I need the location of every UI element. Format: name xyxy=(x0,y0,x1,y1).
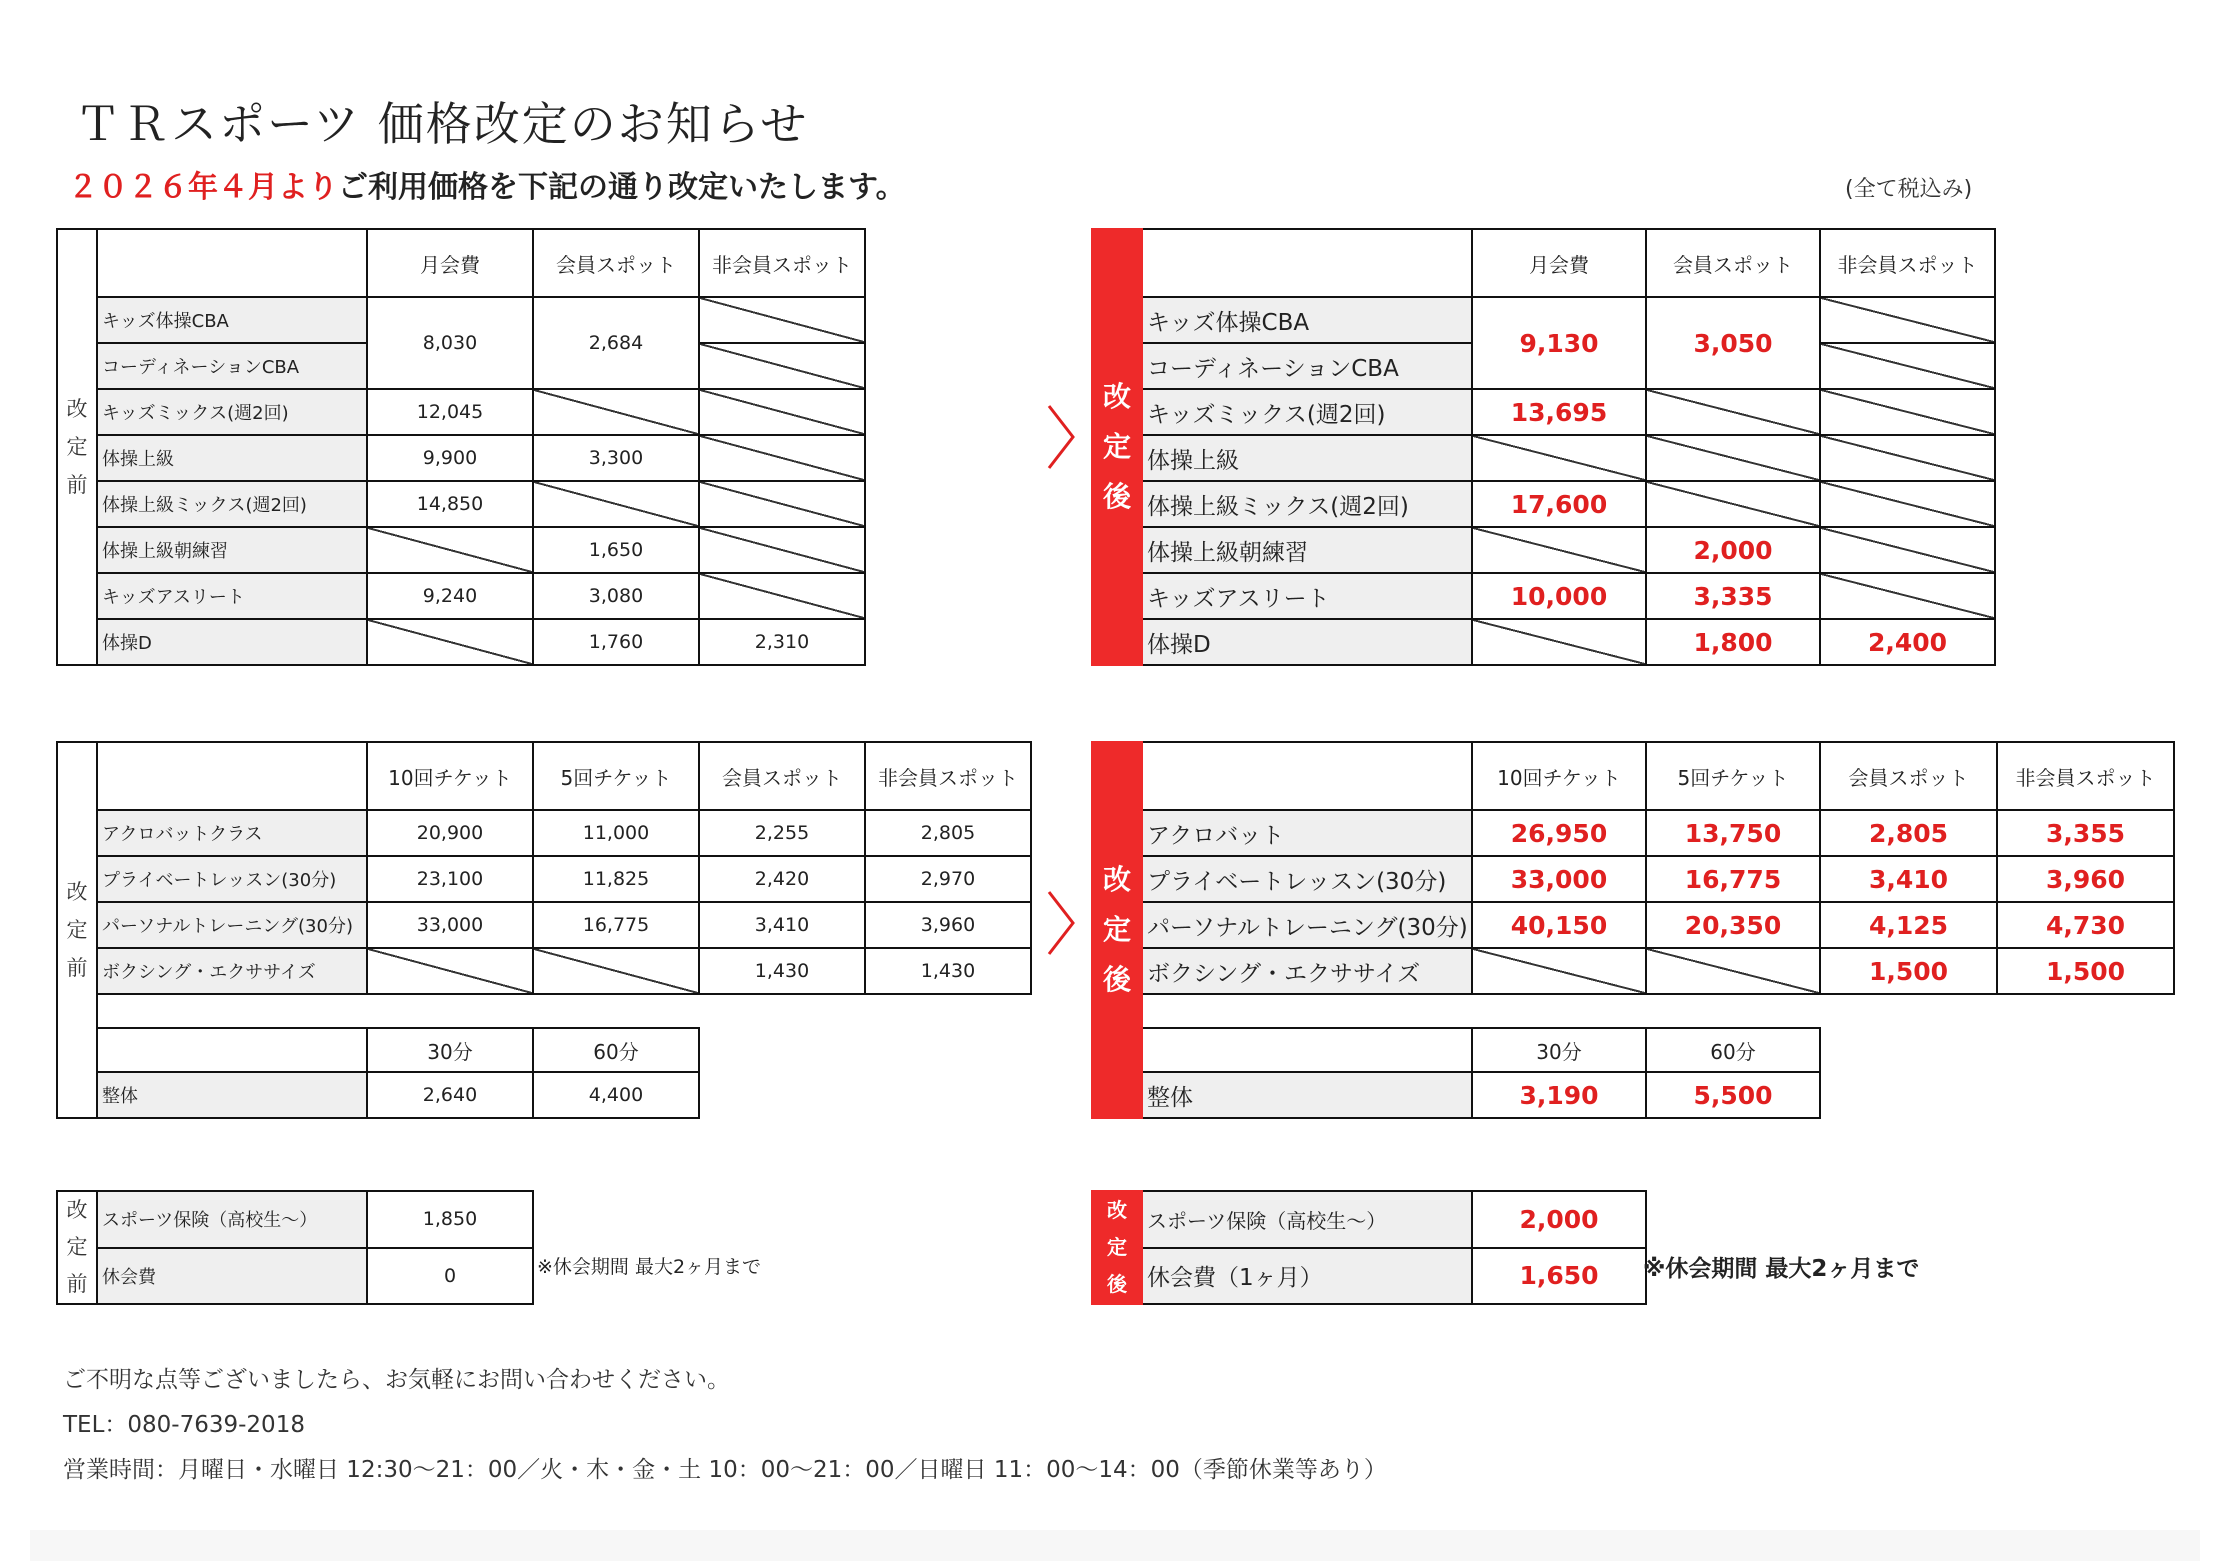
table-misc-after xyxy=(1091,1190,1647,1305)
header-5-ticket: 5回チケット xyxy=(533,742,699,810)
before-side-label: 改 定 前 xyxy=(57,742,97,1118)
cell-value: 1,800 xyxy=(1646,619,1820,665)
row-label: 体操上級朝練習 xyxy=(1142,527,1472,573)
cell-value: 2,400 xyxy=(1820,619,1995,665)
cell-value: 2,805 xyxy=(1820,810,1997,856)
table-misc-before xyxy=(56,1190,534,1305)
cell-value: 0 xyxy=(367,1248,533,1305)
row-label: 体操上級ミックス(週2回) xyxy=(1142,481,1472,527)
table-gym-before xyxy=(56,228,866,666)
leave-period-note: ※休会期間 最大2ヶ月まで xyxy=(1643,1256,1920,1282)
cell-na xyxy=(367,527,533,573)
cell-value: 1,430 xyxy=(699,948,865,994)
cell-na xyxy=(699,297,865,343)
cell-na xyxy=(1820,527,1995,573)
footer-bar xyxy=(30,1530,2200,1561)
row-label: スポーツ保険（高校生〜） xyxy=(1142,1191,1472,1248)
cell-value: 1,650 xyxy=(533,527,699,573)
cell-na xyxy=(699,573,865,619)
effective-date: ２０２６年４月より xyxy=(68,170,338,205)
row-label: 体操D xyxy=(97,619,367,665)
cell-value: 2,310 xyxy=(699,619,865,665)
row-label: アクロバットクラス xyxy=(97,810,367,856)
header-nonmember-spot: 非会員スポット xyxy=(699,229,865,297)
header-10-ticket: 10回チケット xyxy=(367,742,533,810)
before-side-label: 改 定 前 xyxy=(57,1191,97,1304)
header-nonmember-spot: 非会員スポット xyxy=(865,742,1031,810)
row-label: コーディネーションCBA xyxy=(97,343,367,389)
cell-na xyxy=(1646,389,1820,435)
header-nonmember-spot: 非会員スポット xyxy=(1820,229,1995,297)
cell-value: 17,600 xyxy=(1472,481,1646,527)
table-lessons-before xyxy=(56,741,1032,1119)
cell-na xyxy=(1820,297,1995,343)
header-member-spot: 会員スポット xyxy=(533,229,699,297)
cell-value: 13,750 xyxy=(1646,810,1820,856)
cell-na xyxy=(699,343,865,389)
row-label: キッズ体操CBA xyxy=(97,297,367,343)
cell-na xyxy=(367,948,533,994)
cell-value: 1,760 xyxy=(533,619,699,665)
row-label: 整体 xyxy=(97,1072,367,1118)
cell-na xyxy=(1646,481,1820,527)
row-label: 休会費 xyxy=(97,1248,367,1305)
tax-note: (全て税込み) xyxy=(1845,177,1973,202)
row-label: キッズミックス(週2回) xyxy=(1142,389,1472,435)
row-label: 整体 xyxy=(1142,1072,1472,1118)
row-label: キッズ体操CBA xyxy=(1142,297,1472,343)
subtitle-text: ご利用価格を下記の通り改定いたします。 xyxy=(338,170,906,205)
cell-na xyxy=(699,435,865,481)
row-label: スポーツ保険（高校生〜） xyxy=(97,1191,367,1248)
cell-value: 1,430 xyxy=(865,948,1031,994)
row-label: 体操上級ミックス(週2回) xyxy=(97,481,367,527)
header-60min: 60分 xyxy=(1646,1028,1820,1072)
cell-value: 2,420 xyxy=(699,856,865,902)
header-10-ticket: 10回チケット xyxy=(1472,742,1646,810)
cell-na xyxy=(533,948,699,994)
row-label: キッズアスリート xyxy=(97,573,367,619)
inquiry-text: ご不明な点等ございましたら、お気軽にお問い合わせください。 xyxy=(63,1367,730,1393)
cell-value: 11,825 xyxy=(533,856,699,902)
announcement-subtitle xyxy=(68,162,906,206)
cell-value: 12,045 xyxy=(367,389,533,435)
cell-na xyxy=(699,527,865,573)
header-member-spot: 会員スポット xyxy=(699,742,865,810)
cell-value: 4,730 xyxy=(1997,902,2174,948)
row-label: 休会費（1ヶ月） xyxy=(1142,1248,1472,1305)
row-label: コーディネーションCBA xyxy=(1142,343,1472,389)
page-title: ＴＲスポーツ 価格改定のお知らせ xyxy=(75,97,809,151)
cell-value: 33,000 xyxy=(367,902,533,948)
cell-value: 2,255 xyxy=(699,810,865,856)
cell-na xyxy=(1472,948,1646,994)
cell-na xyxy=(1472,619,1646,665)
row-label: ボクシング・エクササイズ xyxy=(97,948,367,994)
cell-value: 16,775 xyxy=(1646,856,1820,902)
row-label: キッズミックス(週2回) xyxy=(97,389,367,435)
row-label: 体操上級 xyxy=(97,435,367,481)
cell-value: 8,030 xyxy=(367,297,533,389)
row-label: 体操上級朝練習 xyxy=(97,527,367,573)
cell-value: 14,850 xyxy=(367,481,533,527)
cell-na xyxy=(533,389,699,435)
cell-na xyxy=(1820,343,1995,389)
header-30min: 30分 xyxy=(1472,1028,1646,1072)
header-member-spot: 会員スポット xyxy=(1820,742,1997,810)
row-label: ボクシング・エクササイズ xyxy=(1142,948,1472,994)
table-gym-after xyxy=(1091,228,1996,666)
cell-na xyxy=(1820,573,1995,619)
header-5-ticket: 5回チケット xyxy=(1646,742,1820,810)
cell-na xyxy=(699,389,865,435)
cell-value: 26,950 xyxy=(1472,810,1646,856)
cell-value: 40,150 xyxy=(1472,902,1646,948)
row-label: パーソナルトレーニング(30分) xyxy=(1142,902,1472,948)
cell-value: 2,970 xyxy=(865,856,1031,902)
cell-value: 10,000 xyxy=(1472,573,1646,619)
table-lessons-after xyxy=(1091,741,2175,1119)
header-member-spot: 会員スポット xyxy=(1646,229,1820,297)
cell-na xyxy=(1646,948,1820,994)
header-monthly: 月会費 xyxy=(1472,229,1646,297)
row-label: パーソナルトレーニング(30分) xyxy=(97,902,367,948)
leave-period-note: ※休会期間 最大2ヶ月まで xyxy=(537,1256,762,1278)
cell-value: 3,300 xyxy=(533,435,699,481)
row-label: キッズアスリート xyxy=(1142,573,1472,619)
cell-value: 23,100 xyxy=(367,856,533,902)
chevron-right-icon xyxy=(1043,402,1079,472)
cell-na xyxy=(367,619,533,665)
cell-value: 2,000 xyxy=(1646,527,1820,573)
cell-na xyxy=(1646,435,1820,481)
cell-value: 33,000 xyxy=(1472,856,1646,902)
cell-na xyxy=(1820,435,1995,481)
cell-value: 4,400 xyxy=(533,1072,699,1118)
cell-value: 3,080 xyxy=(533,573,699,619)
cell-value: 1,850 xyxy=(367,1191,533,1248)
cell-value: 20,900 xyxy=(367,810,533,856)
cell-na xyxy=(533,481,699,527)
cell-value: 3,050 xyxy=(1646,297,1820,389)
row-label: 体操D xyxy=(1142,619,1472,665)
row-label: アクロバット xyxy=(1142,810,1472,856)
cell-value: 3,410 xyxy=(1820,856,1997,902)
cell-value: 4,125 xyxy=(1820,902,1997,948)
cell-value: 2,805 xyxy=(865,810,1031,856)
cell-value: 9,130 xyxy=(1472,297,1646,389)
cell-value: 1,650 xyxy=(1472,1248,1646,1305)
cell-na xyxy=(1472,527,1646,573)
cell-value: 9,240 xyxy=(367,573,533,619)
cell-value: 16,775 xyxy=(533,902,699,948)
cell-value: 3,190 xyxy=(1472,1072,1646,1118)
phone-number: TEL：080-7639-2018 xyxy=(63,1412,305,1438)
header-60min: 60分 xyxy=(533,1028,699,1072)
cell-value: 2,000 xyxy=(1472,1191,1646,1248)
contact-info xyxy=(63,1358,1387,1493)
cell-value: 1,500 xyxy=(1820,948,1997,994)
header-nonmember-spot: 非会員スポット xyxy=(1997,742,2174,810)
cell-na xyxy=(699,481,865,527)
cell-value: 3,335 xyxy=(1646,573,1820,619)
cell-na xyxy=(1472,435,1646,481)
cell-value: 5,500 xyxy=(1646,1072,1820,1118)
cell-value: 9,900 xyxy=(367,435,533,481)
after-side-label: 改 定 後 xyxy=(1092,742,1142,1118)
chevron-right-icon xyxy=(1043,888,1079,958)
cell-value: 3,960 xyxy=(865,902,1031,948)
cell-value: 20,350 xyxy=(1646,902,1820,948)
after-side-label: 改 定 後 xyxy=(1092,229,1142,665)
cell-value: 3,410 xyxy=(699,902,865,948)
header-30min: 30分 xyxy=(367,1028,533,1072)
before-side-label: 改 定 前 xyxy=(57,229,97,665)
header-monthly: 月会費 xyxy=(367,229,533,297)
row-label: プライベートレッスン(30分) xyxy=(97,856,367,902)
row-label: プライベートレッスン(30分) xyxy=(1142,856,1472,902)
cell-na xyxy=(1820,389,1995,435)
cell-value: 1,500 xyxy=(1997,948,2174,994)
cell-na xyxy=(1820,481,1995,527)
cell-value: 2,684 xyxy=(533,297,699,389)
after-side-label: 改 定 後 xyxy=(1092,1191,1142,1304)
cell-value: 3,355 xyxy=(1997,810,2174,856)
business-hours: 営業時間：月曜日・水曜日 12:30〜21：00／火・木・金・土 10：00〜21：00／日曜日 11：00〜14：00（季節休業等あり） xyxy=(63,1457,1387,1483)
cell-value: 11,000 xyxy=(533,810,699,856)
cell-value: 2,640 xyxy=(367,1072,533,1118)
row-label: 体操上級 xyxy=(1142,435,1472,481)
cell-value: 13,695 xyxy=(1472,389,1646,435)
cell-value: 3,960 xyxy=(1997,856,2174,902)
